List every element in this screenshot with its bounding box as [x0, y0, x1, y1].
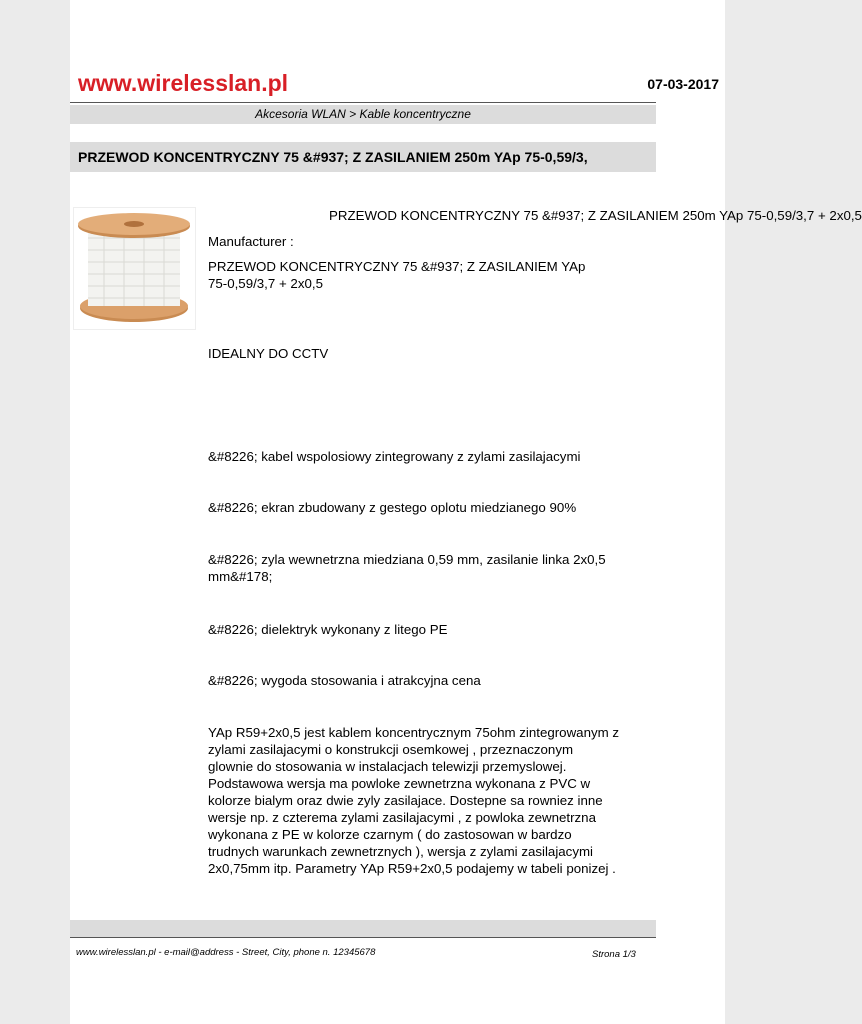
- footer-divider: [70, 937, 656, 938]
- manufacturer-label: Manufacturer :: [208, 234, 294, 249]
- paragraph-line: YAp R59+2x0,5 jest kablem koncentrycznym 75ohm zintegrowanym z: [208, 725, 620, 740]
- document-page: [70, 0, 862, 1024]
- header-divider: [70, 102, 656, 103]
- product-title-bar: PRZEWOD KONCENTRYCZNY 75 &#937; Z ZASILANIEM 250m YAp 75-0,59/3,: [70, 142, 656, 172]
- document-date: 07-03-2017: [647, 76, 719, 92]
- bullet-item: &#8226; ekran zbudowany z gestego oplotu miedzianego 90%: [208, 500, 577, 515]
- bullet-item: &#8226; zyla wewnetrzna miedziana 0,59 mm, zasilanie linka 2x0,5: [208, 552, 606, 567]
- paragraph-line: wersje np. z czterema zylami zasilajacymi , z powloka zewnetrzna: [208, 810, 596, 825]
- paragraph-line: trudnych warunkach zewnetrznych ), wersja z zylami zasilajacymi: [208, 844, 593, 859]
- description-line-2: 75-0,59/3,7 + 2x0,5: [208, 276, 323, 291]
- page-number: Strona 1/3: [592, 949, 636, 960]
- bullet-item-continuation: mm&#178;: [208, 569, 273, 584]
- ideal-for-cctv: IDEALNY DO CCTV: [208, 346, 329, 361]
- footer-bar: [70, 920, 656, 937]
- description-line-1: PRZEWOD KONCENTRYCZNY 75 &#937; Z ZASILANIEM YAp: [208, 259, 586, 274]
- product-name-line: PRZEWOD KONCENTRYCZNY 75 &#937; Z ZASILANIEM 250m YAp 75-0,59/3,7 + 2x0,5: [329, 208, 862, 223]
- bullet-item: &#8226; dielektryk wykonany z litego PE: [208, 622, 448, 637]
- bullet-item: &#8226; kabel wspolosiowy zintegrowany z zylami zasilajacymi: [208, 449, 581, 464]
- cable-spool-icon: [74, 208, 195, 329]
- paragraph-line: kolorze bialym oraz dwie zyly zasilajace. Dostepne sa rowniez inne: [208, 793, 603, 808]
- bullet-item: &#8226; wygoda stosowania i atrakcyjna cena: [208, 673, 481, 688]
- footer-contact: www.wirelesslan.pl - e-mail@address - Street, City, phone n. 12345678: [76, 947, 376, 958]
- paragraph-line: Podstawowa wersja ma powloke zewnetrzna wykonana z PVC w: [208, 776, 591, 791]
- site-title-link[interactable]: www.wirelesslan.pl: [78, 70, 289, 96]
- paragraph-line: 2x0,75mm itp. Parametry YAp R59+2x0,5 podajemy w tabeli ponizej .: [208, 861, 616, 876]
- paragraph-line: wykonana z PE w kolorze czarnym ( do zastosowan w bardzo: [208, 827, 572, 842]
- paragraph-line: zylami zasilajacymi o konstrukcji osemkowej , przeznaczonym: [208, 742, 574, 757]
- paragraph-line: glownie do stosowania w instalacjach telewizji przemyslowej.: [208, 759, 567, 774]
- product-image: [73, 207, 196, 330]
- breadcrumb: Akcesoria WLAN > Kable koncentryczne: [70, 105, 656, 124]
